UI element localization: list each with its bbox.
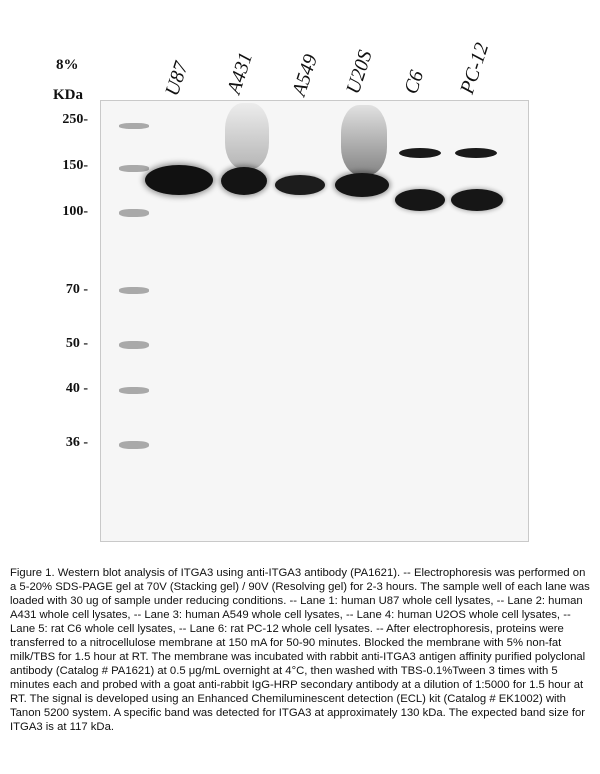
kda-unit-label: KDa [53,87,83,103]
band-c6-lower [395,189,445,211]
band-u87 [145,165,213,195]
ladder-band [119,387,149,394]
gel-percent-label: 8% [56,57,79,73]
lane-label-u20s: U20S [342,47,377,97]
band-c6-upper [399,148,441,158]
ladder-band [119,341,149,349]
ladder-band [119,441,149,449]
marker-250: 250- [62,112,88,127]
figure-caption: Figure 1. Western blot analysis of ITGA3 using anti-ITGA3 antibody (PA1621). -- Electrophoresis was performed on a 5-20% SDS-PAGE gel at 70V (Stacking gel) / 90V (Resolving gel) for 2-3 hours. The sample well of each lane was loaded with 30 ug of sample under reducing conditions. -- Lane 1: human U87 whole cell lysates, -- Lane 2: human A431 whole cell lysates, -- Lane 3: human A549 whole cell lysates, -- Lane 4: human U2OS whole cell lysates, -- Lane 5: rat C6 whole cell lysates, -- Lane 6: rat PC-12 whole cell lysates. -- After electrophoresis, proteins were transferred to a nitrocellulose membrane at 150 mA for 50-90 minutes. Blocked the membrane with 5% non-fat milk/TBS for 1.5 hour at RT. The membrane was incubated with rabbit anti-ITGA3 antigen affinity purified polyclonal antibody (Catalog # PA1621) at 0.5 μg/mL overnight at 4°C, then washed with TBS-0.1%Tween 3 times with 5 minutes each and probed with a goat anti-rabbit IgG-HRP secondary antibody at a dilution of 1:5000 for 1.5 hour at RT. The signal is developed using an Enhanced Chemiluminescent detection (ECL) kit (Catalog # EK1002) with Tanon 5200 system. A specific band was detected for ITGA3 at approximately 130 kDa. The expected band size for ITGA3 is at 117 kDa. [10,567,590,733]
lane-label-u87: U87 [161,59,193,99]
lane-label-c6: C6 [400,67,429,97]
band-a431 [221,167,267,195]
marker-36: 36 - [65,435,88,450]
band-pc12-upper [455,148,497,158]
band-u20s [335,173,389,197]
lane-label-a431: A431 [223,49,258,97]
lane-label-a549: A549 [288,51,323,99]
smear-lane-a431 [225,103,269,169]
marker-40: 40 - [65,381,88,396]
marker-100: 100- [62,204,88,219]
band-pc12-lower [451,189,503,211]
marker-70: 70 - [65,282,88,297]
marker-150: 150- [62,158,88,173]
lane-label-pc12: PC-12 [456,40,494,97]
marker-50: 50 - [65,336,88,351]
smear-lane-u20s [341,105,387,175]
ladder-band [119,287,149,294]
ladder-band [119,165,149,172]
band-a549 [275,175,325,195]
western-blot-image [100,100,529,542]
ladder-band [119,123,149,129]
ladder-band [119,209,149,217]
